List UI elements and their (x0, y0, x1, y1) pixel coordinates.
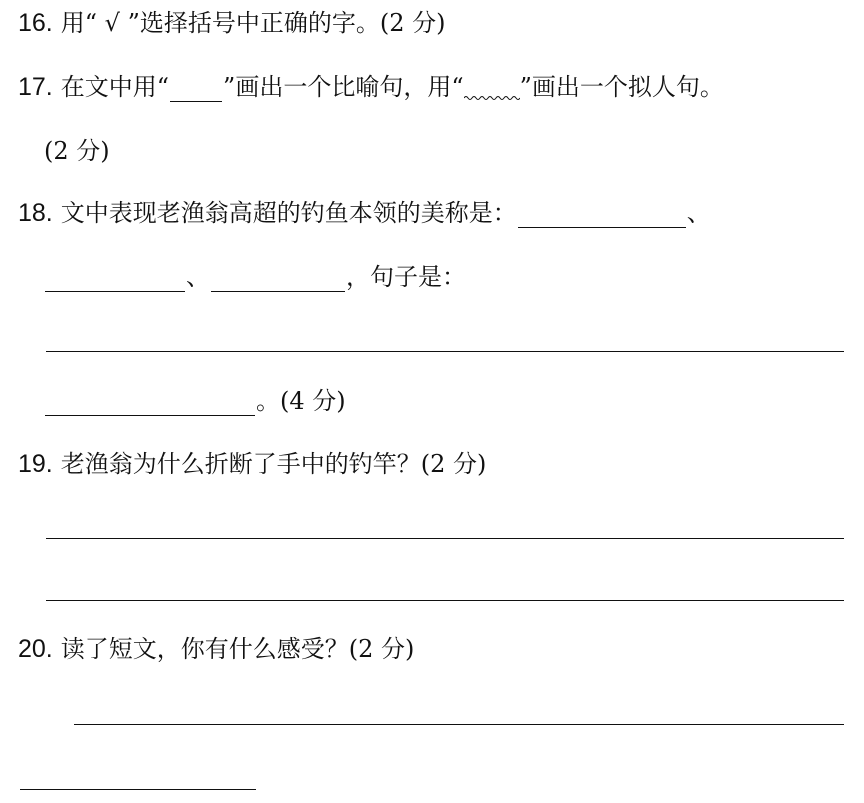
question-text: ”画出一个比喻句，用“ (223, 73, 464, 101)
separator: 、 (186, 263, 210, 291)
answer-blank[interactable] (211, 265, 345, 292)
question-number: 16. (18, 9, 53, 37)
answer-blank[interactable] (45, 265, 185, 292)
score-text: (2 分) (44, 137, 110, 165)
question-text: 读了短文，你有什么感受？(2 分) (60, 635, 415, 663)
question-text: 在文中用“ (60, 73, 170, 101)
question-number: 19. (18, 450, 53, 478)
question-17 (18, 72, 724, 102)
answer-line[interactable] (74, 724, 844, 725)
question-18 (18, 198, 711, 228)
question-19 (18, 449, 486, 479)
answer-blank[interactable] (518, 201, 686, 228)
answer-line[interactable] (46, 351, 844, 352)
question-text: 文中表现老渔翁高超的钓鱼本领的美称是： (60, 199, 517, 227)
question-text: ”画出一个拟人句。 (519, 73, 724, 101)
answer-line[interactable] (46, 538, 844, 539)
question-number: 18. (18, 199, 53, 227)
question-text: 老渔翁为什么折断了手中的钓竿？(2 分) (60, 450, 487, 478)
question-18-line-4 (44, 386, 346, 416)
question-number: 17. (18, 73, 53, 101)
answer-blank[interactable] (45, 389, 255, 416)
question-20 (18, 634, 414, 664)
wavy-underline-sample (464, 78, 520, 102)
question-17-score (44, 136, 110, 166)
question-16 (18, 8, 445, 38)
question-number: 20. (18, 635, 53, 663)
straight-underline-sample (170, 75, 222, 102)
answer-line[interactable] (46, 600, 844, 601)
question-text: 用“ √ ”选择括号中正确的字。(2 分) (60, 9, 446, 37)
answer-line[interactable] (20, 789, 256, 790)
question-text: 。(4 分) (256, 387, 346, 415)
question-18-line-2 (44, 262, 466, 292)
question-text: ，句子是： (346, 263, 466, 291)
separator: 、 (686, 199, 711, 227)
